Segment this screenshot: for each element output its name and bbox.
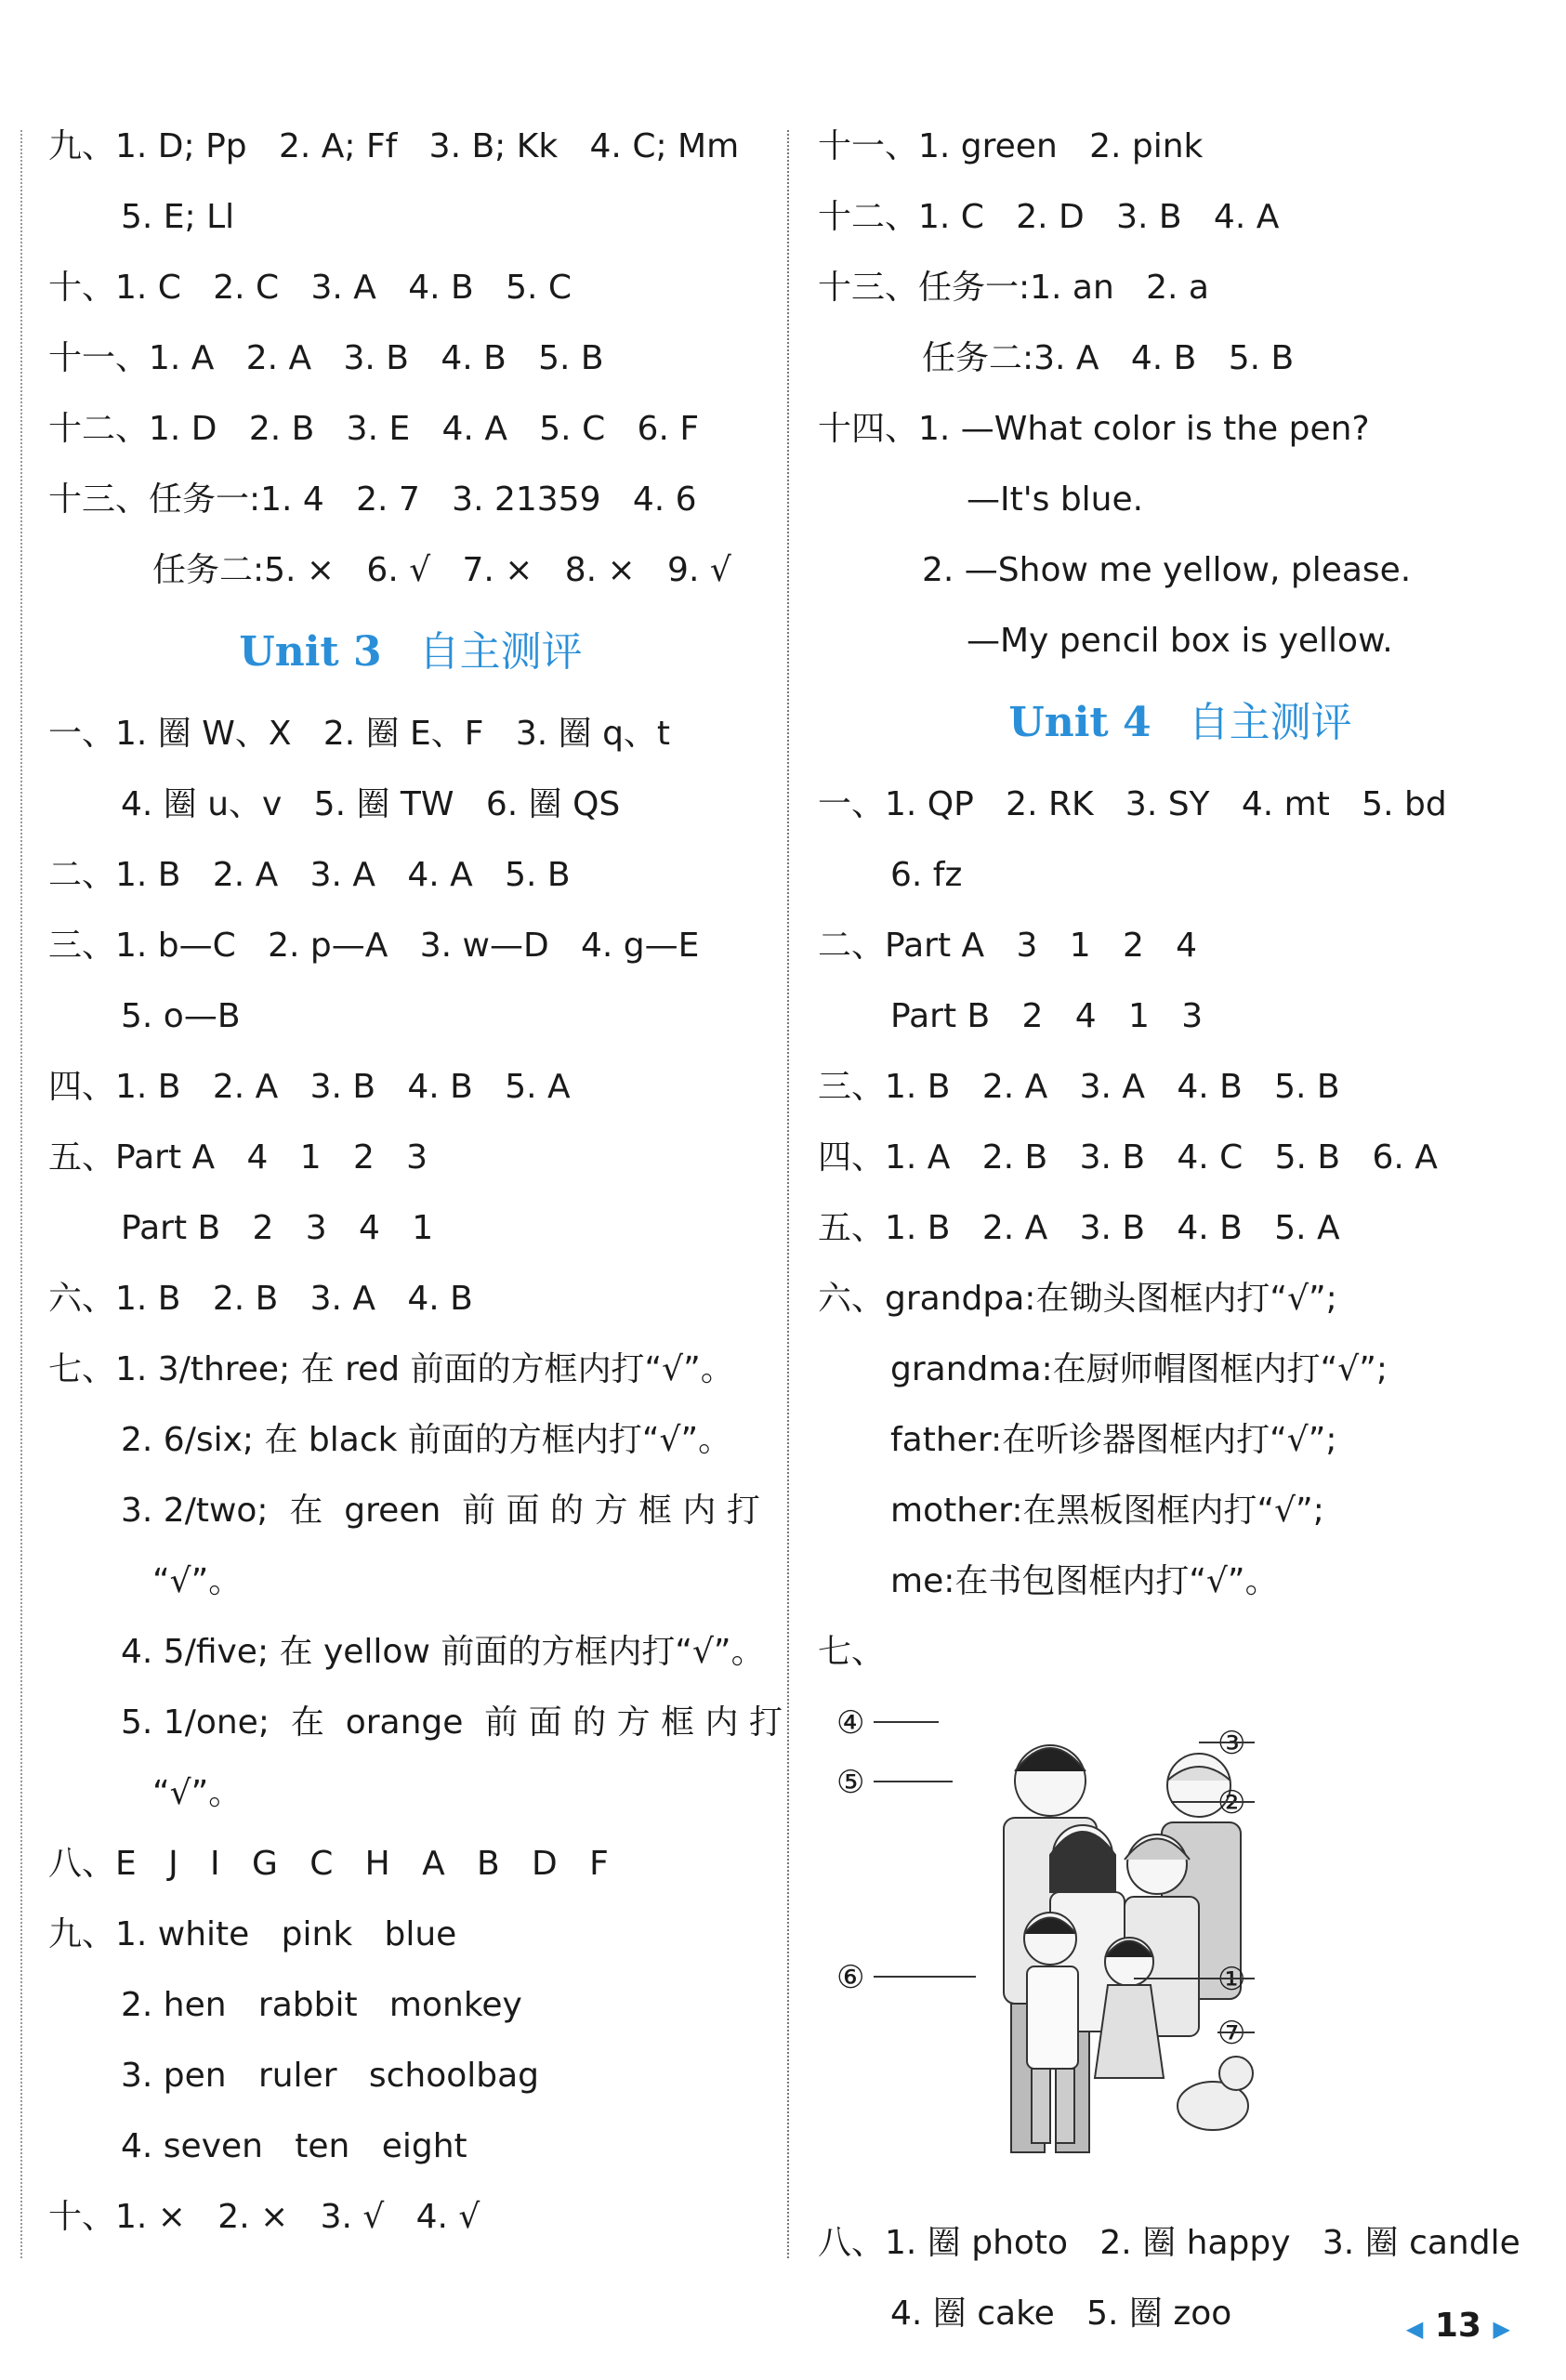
answer-line: 八、E J I G C H A B D F	[48, 1845, 609, 1883]
column-divider	[787, 130, 789, 2258]
answer-line: 三、1. b—C 2. p—A 3. w—D 4. g—E	[48, 927, 700, 965]
family-illustration	[892, 1706, 1301, 2189]
answer-line: 5. E; Ll	[121, 198, 235, 236]
figure-label: ⑤	[836, 1764, 865, 1801]
figure-label: ④	[836, 1704, 865, 1742]
answer-line: —It's blue.	[967, 480, 1144, 519]
figure-leader-line	[874, 1781, 953, 1782]
next-page-icon[interactable]: ▶	[1493, 2316, 1510, 2342]
answer-line: 十一、1. A 2. A 3. B 4. B 5. B	[48, 339, 604, 377]
answer-line: 十一、1. green 2. pink	[818, 127, 1204, 165]
unit-title: Unit 3	[239, 628, 382, 676]
answer-line: 3. 2/two; 在 green 前 面 的 方 框 内 打	[121, 1492, 760, 1530]
figure-area	[818, 1688, 1543, 2208]
answer-line: 2. 6/six; 在 black 前面的方框内打“√”。	[121, 1421, 732, 1459]
figure-label: ⑦	[1217, 2015, 1246, 2052]
figure-leader-line	[874, 1721, 939, 1723]
unit-title: Unit 4	[1008, 699, 1151, 746]
answer-line: 四、1. B 2. A 3. B 4. B 5. A	[48, 1068, 571, 1106]
answer-line: Part B 2 3 4 1	[121, 1209, 434, 1247]
answer-line: 四、1. A 2. B 3. B 4. C 5. B 6. A	[818, 1138, 1438, 1177]
answer-line: 5. o—B	[121, 997, 241, 1035]
left-column	[48, 112, 783, 2253]
answer-line: 十三、任务一:1. 4 2. 7 3. 21359 4. 6	[48, 480, 697, 519]
answer-line: 五、Part A 4 1 2 3	[48, 1138, 428, 1177]
figure-label: ③	[1217, 1725, 1246, 1762]
page-number: 13	[1434, 2307, 1481, 2345]
answer-line: 二、1. B 2. A 3. A 4. A 5. B	[48, 856, 571, 894]
figure-leader-line	[1217, 2032, 1255, 2033]
answer-line: 2. —Show me yellow, please.	[922, 551, 1412, 589]
page-footer	[1406, 2307, 1510, 2345]
answer-line: 九、1. white pink blue	[48, 1915, 457, 1953]
answer-line: 九、1. D; Pp 2. A; Ff 3. B; Kk 4. C; Mm	[48, 127, 740, 165]
answer-line: 二、Part A 3 1 2 4	[818, 927, 1198, 965]
answer-line: grandma:在厨师帽图框内打“√”;	[890, 1350, 1388, 1388]
answer-line: “√”。	[152, 1562, 243, 1600]
answer-line: 任务二:5. × 6. √ 7. × 8. × 9. √	[152, 551, 731, 589]
answer-line: me:在书包图框内打“√”。	[890, 1562, 1279, 1600]
answer-line: 七、1. 3/three; 在 red 前面的方框内打“√”。	[48, 1350, 734, 1388]
answer-line: 七、	[818, 1633, 886, 1671]
answer-line: 十四、1. —What color is the pen?	[818, 410, 1370, 448]
figure-label: ⑥	[836, 1959, 865, 1996]
answer-line: 3. pen ruler schoolbag	[121, 2057, 540, 2095]
answer-line: 十、1. C 2. C 3. A 4. B 5. C	[48, 269, 572, 307]
figure-leader-line	[874, 1976, 976, 1978]
answer-line: mother:在黑板图框内打“√”;	[890, 1492, 1324, 1530]
answer-line: 一、1. QP 2. RK 3. SY 4. mt 5. bd	[818, 785, 1447, 823]
answer-line: 一、1. 圈 W、X 2. 圈 E、F 3. 圈 q、t	[48, 715, 671, 753]
answer-line: 十二、1. D 2. B 3. E 4. A 5. C 6. F	[48, 410, 700, 448]
answer-line: 十三、任务一:1. an 2. a	[818, 269, 1209, 307]
answer-line: “√”。	[152, 1774, 243, 1812]
figure-leader-line	[1134, 1978, 1255, 1979]
right-column	[818, 112, 1543, 2349]
section-heading	[48, 606, 773, 699]
figure-label: ②	[1217, 1784, 1246, 1821]
answer-line: 六、grandpa:在锄头图框内打“√”;	[818, 1280, 1337, 1318]
answer-line: 5. 1/one; 在 orange 前 面 的 方 框 内 打	[121, 1703, 783, 1742]
answer-line: 4. 圈 cake 5. 圈 zoo	[890, 2295, 1232, 2333]
answer-line: 八、1. 圈 photo 2. 圈 happy 3. 圈 candle	[818, 2224, 1520, 2262]
answer-line: 十、1. × 2. × 3. √ 4. √	[48, 2198, 480, 2236]
figure-leader-line	[1199, 1742, 1255, 1743]
prev-page-icon[interactable]: ◀	[1405, 2316, 1424, 2342]
figure-leader-line	[1171, 1801, 1255, 1803]
figure-label: ①	[1217, 1961, 1246, 1998]
answer-line: 任务二:3. A 4. B 5. B	[922, 339, 1295, 377]
answer-line: 十二、1. C 2. D 3. B 4. A	[818, 198, 1280, 236]
answer-line: father:在听诊器图框内打“√”;	[890, 1421, 1337, 1459]
answer-line: Part B 2 4 1 3	[890, 997, 1204, 1035]
answer-line: 六、1. B 2. B 3. A 4. B	[48, 1280, 473, 1318]
answer-line: 6. fz	[890, 856, 963, 894]
answer-line: 五、1. B 2. A 3. B 4. B 5. A	[818, 1209, 1340, 1247]
answer-line: 2. hen rabbit monkey	[121, 1986, 522, 2024]
unit-subtitle: 自主测评	[1188, 699, 1352, 746]
answer-line: —My pencil box is yellow.	[967, 622, 1393, 660]
unit-subtitle: 自主测评	[418, 628, 583, 676]
answer-line: 4. 5/five; 在 yellow 前面的方框内打“√”。	[121, 1633, 765, 1671]
section-heading	[818, 677, 1543, 769]
left-margin-rule	[20, 130, 22, 2258]
answer-line: 三、1. B 2. A 3. A 4. B 5. B	[818, 1068, 1340, 1106]
answer-line: 4. 圈 u、v 5. 圈 TW 6. 圈 QS	[121, 785, 621, 823]
answer-line: 4. seven ten eight	[121, 2127, 467, 2165]
